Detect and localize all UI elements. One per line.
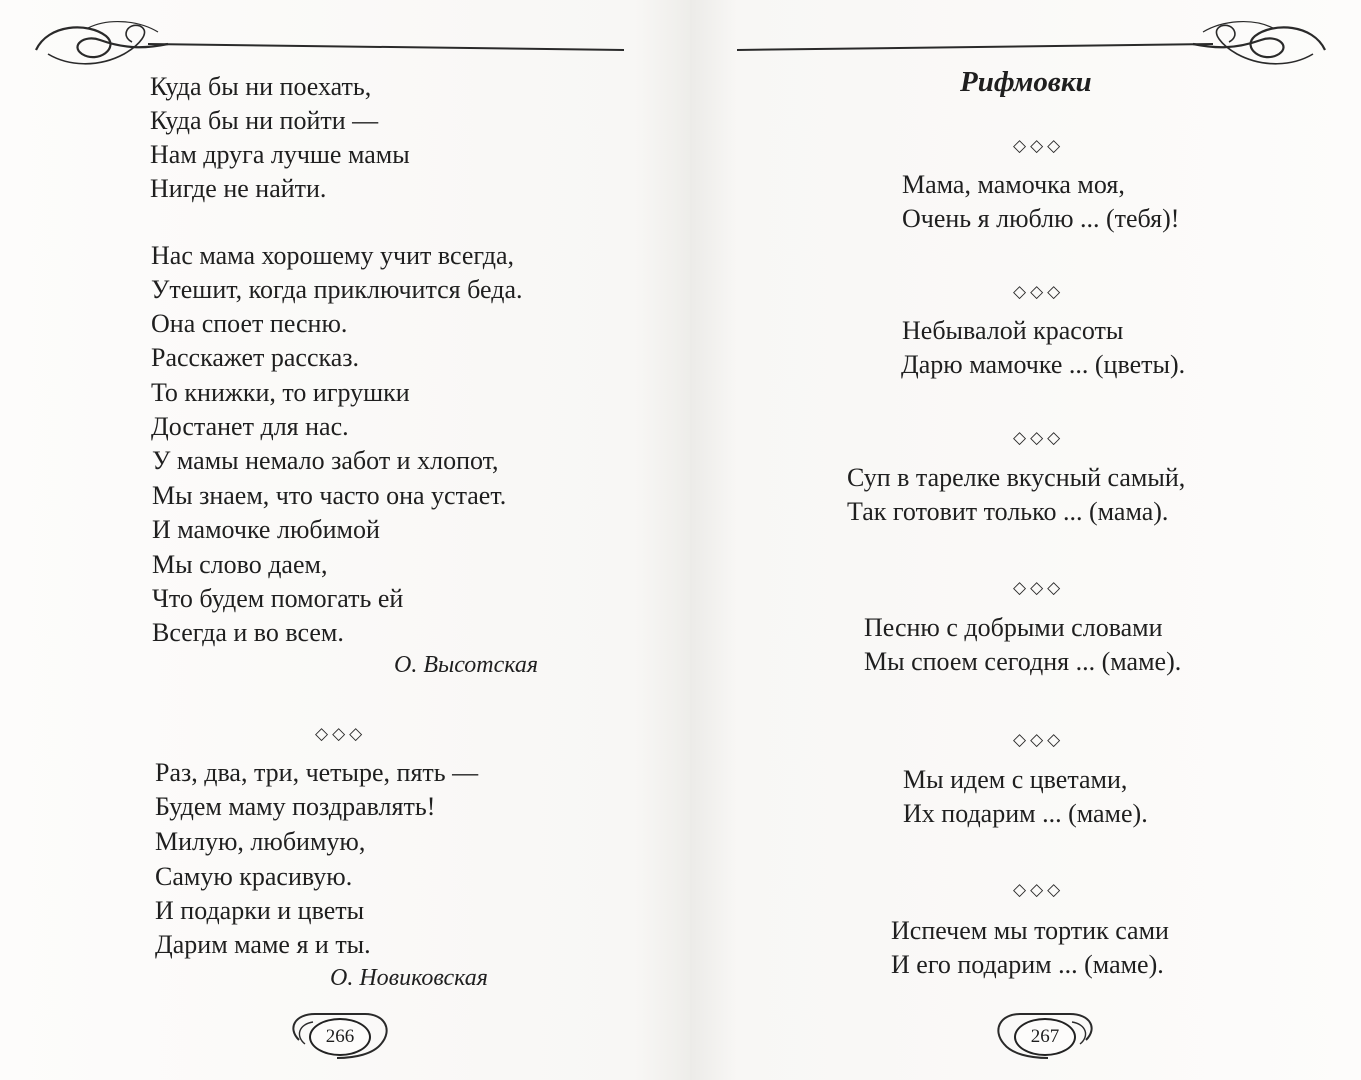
- poem-line: Куда бы ни пойти —: [150, 106, 379, 135]
- stanza-divider: ◇◇◇: [1013, 730, 1065, 749]
- section-title: Рифмовки: [960, 66, 1092, 98]
- poem-line: То книжки, то игрушки: [151, 378, 410, 407]
- poem-line: Куда бы ни поехать,: [150, 72, 372, 101]
- poem-author: О. Высотская: [394, 652, 539, 678]
- poem-line: Утешит, когда приключится беда.: [151, 275, 523, 304]
- rhyme-line: Мы споем сегодня ... (маме).: [864, 647, 1182, 676]
- rhyme-line: Очень я люблю ... (тебя)!: [902, 204, 1180, 233]
- rhyme-line: Дарю мамочке ... (цветы).: [901, 350, 1186, 379]
- rhyme-line: Их подарим ... (маме).: [903, 799, 1148, 828]
- rhyme-line: Испечем мы тортик сами: [891, 916, 1169, 945]
- rhyme-line: Небывалой красоты: [902, 316, 1124, 345]
- stanza-divider: ◇◇◇: [1013, 880, 1065, 899]
- rhyme-line: Так готовит только ... (мама).: [847, 497, 1169, 526]
- rhyme-line: Песню с добрыми словами: [864, 613, 1163, 642]
- poem-line: Нигде не найти.: [150, 174, 327, 203]
- poem-line: Дарим маме я и ты.: [155, 930, 371, 959]
- poem-line: Нас мама хорошему учит всегда,: [151, 241, 515, 270]
- rhyme-line: Суп в тарелке вкусный самый,: [847, 463, 1186, 492]
- poem-line: Раз, два, три, четыре, пять —: [155, 758, 479, 787]
- poem-line: Нам друга лучше мамы: [150, 140, 410, 169]
- page-number-badge: [990, 1000, 1100, 1070]
- poem-line: Будем маму поздравлять!: [155, 792, 436, 821]
- stanza-divider: ◇◇◇: [1013, 428, 1065, 447]
- poem-line: У мамы немало забот и хлопот,: [152, 446, 499, 475]
- right-page: [690, 0, 1361, 1080]
- stanza-divider: ◇◇◇: [1013, 282, 1065, 301]
- header-flourish-ornament: [733, 14, 1333, 74]
- page-number: 267: [1014, 1018, 1076, 1056]
- poem-line: Что будем помогать ей: [152, 584, 404, 613]
- poem-line: Мы знаем, что часто она устает.: [152, 481, 507, 510]
- poem-line: Милую, любимую,: [155, 827, 366, 856]
- poem-line: Самую красивую.: [155, 862, 353, 891]
- poem-line: Расскажет рассказ.: [151, 343, 360, 372]
- stanza-divider: ◇◇◇: [1013, 578, 1065, 597]
- stanza-divider: ◇◇◇: [315, 724, 367, 743]
- stanza-divider: ◇◇◇: [1013, 136, 1065, 155]
- page-number-badge: [285, 1000, 395, 1070]
- rhyme-line: Мы идем с цветами,: [903, 765, 1128, 794]
- header-flourish-ornament: [28, 14, 628, 74]
- poem-author: О. Новиковская: [330, 965, 488, 991]
- poem-line: Достанет для нас.: [151, 412, 349, 441]
- rhyme-line: И его подарим ... (маме).: [891, 950, 1164, 979]
- poem-line: Мы слово даем,: [152, 550, 328, 579]
- poem-line: И мамочке любимой: [152, 515, 380, 544]
- poem-line: Она споет песню.: [151, 309, 348, 338]
- page-number: 266: [309, 1018, 371, 1056]
- poem-line: Всегда и во всем.: [152, 618, 344, 647]
- poem-line: И подарки и цветы: [155, 896, 365, 925]
- rhyme-line: Мама, мамочка моя,: [902, 170, 1125, 199]
